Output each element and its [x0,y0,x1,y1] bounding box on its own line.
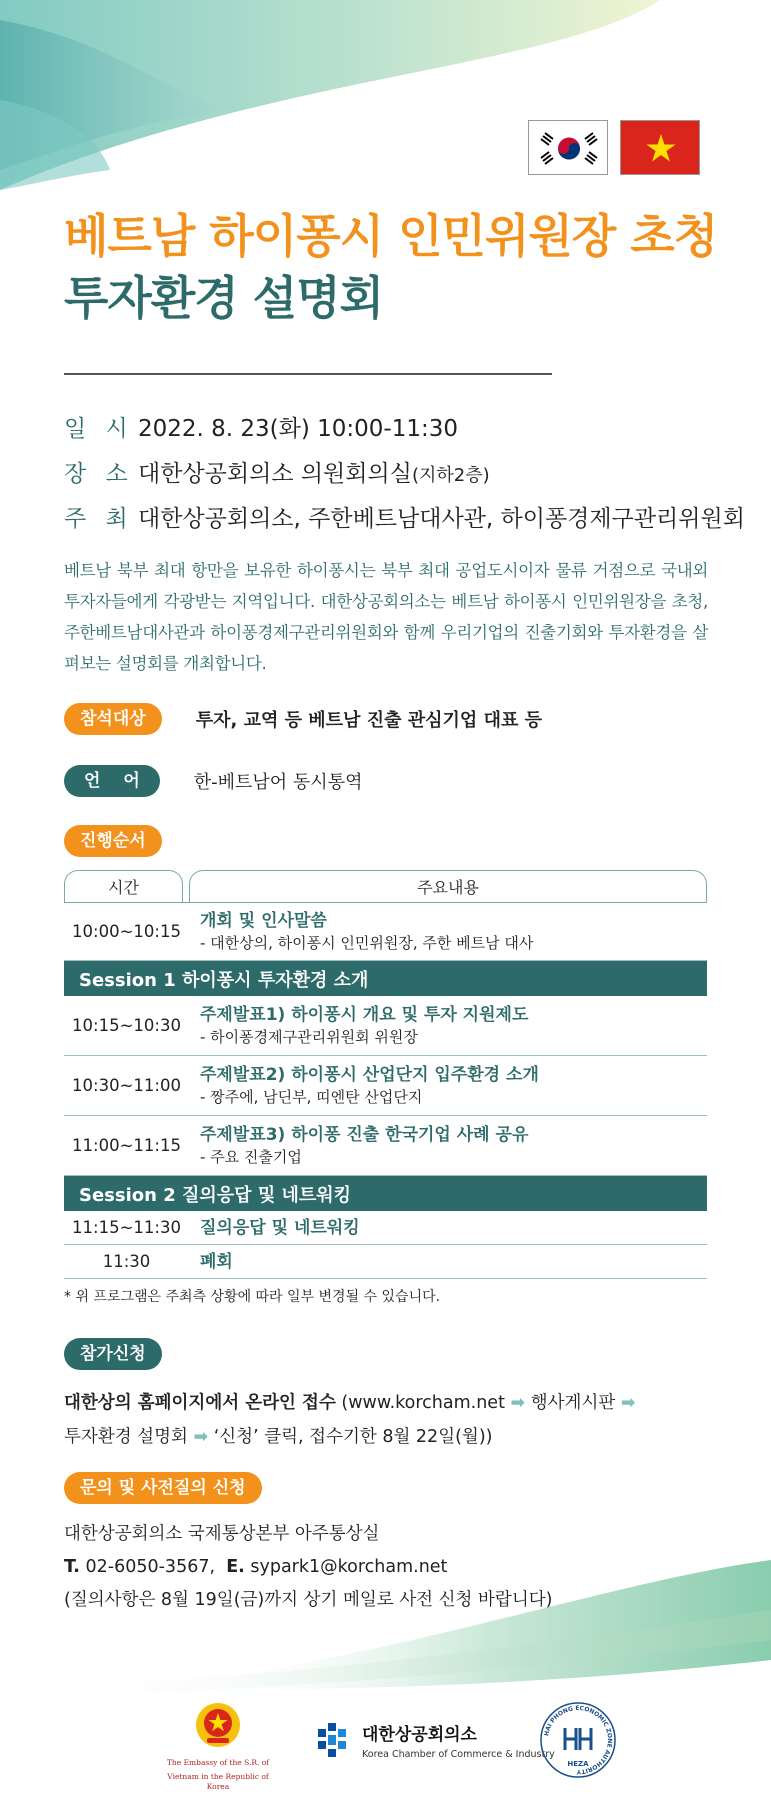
apply-bold: 대한상의 홈페이지에서 온라인 접수 [64,1393,336,1413]
heza-logo [538,1700,618,1780]
table-row [64,903,707,961]
email-key: E. [226,1557,245,1577]
info-key: 일 시 [64,416,134,442]
table-row [64,996,707,1056]
row-sub: - 짱주에, 남딘부, 띠엔탄 산업단지 [200,1088,423,1106]
arrow-right-icon: ➡ [620,1393,636,1413]
arrow-right-icon: ➡ [193,1427,209,1447]
attendees-label: 참석대상 [64,703,162,735]
apply-board: 행사게시판 [525,1393,621,1413]
arrow-right-icon: ➡ [510,1393,526,1413]
event-info [64,404,745,539]
page-title [64,205,717,329]
row-content [189,1250,707,1274]
row-title: 주제발표1) 하이퐁시 개요 및 투자 지원제도 [200,1005,529,1025]
apply-url[interactable]: (www.korcham.net [335,1393,511,1413]
program-row [64,825,162,857]
kcci-name: 대한상공회의소 [362,1725,477,1745]
row-title: 주제발표3) 하이퐁 진출 한국기업 사례 공유 [200,1125,529,1145]
header-content: 주요내용 [189,870,707,902]
info-key: 주 최 [64,506,134,532]
table-row [64,1245,707,1279]
header-time: 시간 [64,870,183,902]
language-label: 언 어 [64,765,160,797]
language-row [64,765,362,797]
session-header: Session 1 하이퐁시 투자환경 소개 [64,961,707,996]
row-title: 질의응답 및 네트워킹 [200,1217,360,1238]
row-title: 폐회 [200,1251,233,1272]
row-title: 개회 및 인사말씀 [200,911,327,931]
korea-flag-icon [528,120,608,175]
row-time: 11:30 [102,1252,151,1271]
intro-paragraph: 베트남 북부 최대 항만을 보유한 하이퐁시는 북부 최대 공업도시이자 물류 거점으로 국내외 투자자들에게 각광받는 지역입니다. 대한상공회의소는 베트남 하이퐁시 인민위원장을 초청, 주한베트남대사관과 하이퐁경제구관리위원회와 함께 우리기업의 진출기회와 투자환경을 살펴보는 설명회를 개최합니다. [64,561,708,673]
apply-label: 참가신청 [64,1338,162,1370]
bottom-wave-decoration [0,1540,771,1700]
kcci-mark-icon [318,1723,354,1757]
row-content [189,1003,707,1048]
row-content [189,909,707,954]
info-value: 대한상공회의소 의원회의실(지하2층) [138,461,490,487]
contact-note: (질의사항은 8월 19일(금)까지 상기 메일로 사전 신청 바랍니다) [64,1590,553,1610]
flags [528,120,700,175]
row-sub: - 하이퐁경제구관리위원회 위원장 [200,1028,418,1046]
embassy-caption-2: Vietnam in the Republic of Korea [167,1772,269,1791]
attendees-text: 투자, 교역 등 베트남 진출 관심기업 대표 등 [195,710,543,731]
row-content [189,1123,707,1168]
apply-line2-b: ‘신청’ 클릭, 접수기한 8월 22일(월)) [208,1427,493,1447]
program-note: * 위 프로그램은 주최측 상황에 따라 일부 변경될 수 있습니다. [64,1289,441,1305]
program-label: 진행순서 [64,825,162,857]
row-time: 11:15~11:30 [72,1218,181,1237]
apply-line2-a: 투자환경 설명회 [64,1427,194,1447]
row-time: 10:00~10:15 [72,922,181,941]
title-divider [64,373,552,375]
info-note: (지하2층) [411,465,490,486]
attendees-row [64,703,542,735]
table-row [64,1056,707,1116]
footer-logos [0,1700,771,1790]
row-time: 10:15~10:30 [72,1016,181,1035]
info-value: 2022. 8. 23(화) 10:00-11:30 [138,416,459,442]
tel-value: 02-6050-3567, [79,1557,216,1577]
row-title: 주제발표2) 하이퐁시 산업단지 입주환경 소개 [200,1065,539,1085]
row-time: 10:30~11:00 [72,1076,181,1095]
heza-short: HEZA [567,1760,589,1768]
row-content [189,1216,707,1240]
info-row-venue [64,449,745,494]
session-header: Session 2 질의응답 및 네트워킹 [64,1176,707,1211]
table-row [64,1116,707,1176]
email-value[interactable]: sypark1@korcham.net [244,1557,448,1577]
row-sub: - 주요 진출기업 [200,1148,302,1166]
row-sub: - 대한상의, 하이퐁시 인민위원장, 주한 베트남 대사 [200,934,534,952]
table-header [64,870,707,902]
table-row [64,1211,707,1245]
contact-label: 문의 및 사전질의 신청 [64,1472,262,1504]
apply-section [64,1338,636,1454]
vietnam-emblem-icon [193,1700,243,1750]
kcci-sub: Korea Chamber of Commerce & Industry [362,1749,555,1760]
language-text: 한-베트남어 동시통역 [193,772,363,793]
title-line-1: 베트남 하이퐁시 인민위원장 초청 [64,209,718,263]
info-key: 장 소 [64,461,134,487]
program-table [64,870,707,1279]
kcci-logo [318,1720,555,1760]
title-line-2: 투자환경 설명회 [64,271,384,325]
info-row-host [64,494,745,539]
apply-text [64,1386,636,1454]
info-row-date [64,404,745,449]
contact-dept: 대한상공회의소 국제통상본부 아주통상실 [64,1524,380,1544]
embassy-caption-1: The Embassy of the S.R. of [166,1758,270,1767]
vietnam-flag-icon [620,120,700,175]
row-content [189,1063,707,1108]
row-time: 11:00~11:15 [72,1136,181,1155]
embassy-logo [158,1700,278,1792]
heza-ring-text: HAI PHONG ECONOMIC ZONE AUTHORITY [543,1704,614,1776]
tel-key: T. [64,1557,80,1577]
info-value: 대한상공회의소, 주한베트남대사관, 하이퐁경제구관리위원회 [138,506,745,532]
